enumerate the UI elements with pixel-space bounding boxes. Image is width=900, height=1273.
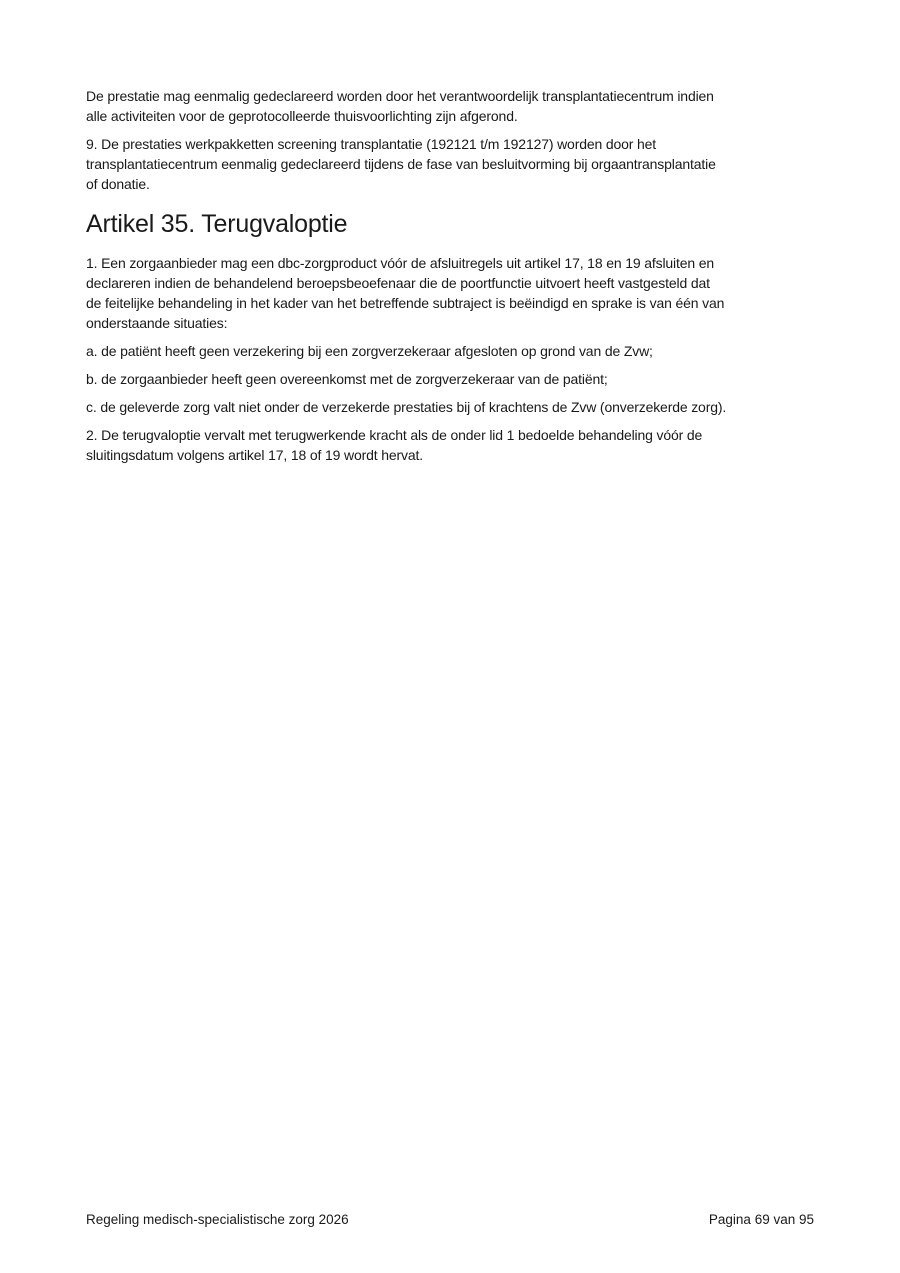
list-item xyxy=(86,369,816,389)
list-item xyxy=(86,397,816,417)
paragraph xyxy=(86,86,816,126)
text-line: a. de patiënt heeft geen verzekering bij een zorgverzekeraar afgesloten op grond van de Zvw; xyxy=(86,343,653,359)
footer-title: Regeling medisch-specialistische zorg 2026 xyxy=(86,1212,349,1227)
page-content xyxy=(86,86,816,473)
text-line: 9. De prestaties werkpakketten screening transplantatie (192121 t/m 192127) worden door het xyxy=(86,136,657,152)
text-line: De prestatie mag eenmalig gedeclareerd worden door het verantwoordelijk transplantatiecentrum indien xyxy=(86,88,714,104)
paragraph xyxy=(86,425,816,465)
paragraph xyxy=(86,253,816,333)
text-line: of donatie. xyxy=(86,176,150,192)
article-heading: Artikel 35. Terugvaloptie xyxy=(86,210,348,238)
text-line: declareren indien de behandelend beroepsbeoefenaar die de poortfunctie uitvoert heeft vastgesteld dat xyxy=(86,275,710,291)
text-line: 1. Een zorgaanbieder mag een dbc-zorgproduct vóór de afsluitregels uit artikel 17, 18 en 19 afsluiten en xyxy=(86,255,715,271)
paragraph xyxy=(86,134,816,194)
page-footer xyxy=(86,1212,814,1227)
list-item xyxy=(86,341,816,361)
text-line: sluitingsdatum volgens artikel 17, 18 of 19 wordt hervat. xyxy=(86,447,423,463)
text-line: de feitelijke behandeling in het kader van het betreffende subtraject is beëindigd en sprake is van één van xyxy=(86,295,725,311)
text-line: 2. De terugvaloptie vervalt met terugwerkende kracht als de onder lid 1 bedoelde behandeling vóór de xyxy=(86,427,703,443)
page-number: Pagina 69 van 95 xyxy=(708,1212,814,1227)
text-line: c. de geleverde zorg valt niet onder de verzekerde prestaties bij of krachtens de Zvw (onverzekerde zorg). xyxy=(86,399,727,415)
text-line: b. de zorgaanbieder heeft geen overeenkomst met de zorgverzekeraar van de patiënt; xyxy=(86,371,608,387)
text-line: onderstaande situaties: xyxy=(86,315,228,331)
text-line: alle activiteiten voor de geprotocolleerde thuisvoorlichting zijn afgerond. xyxy=(86,108,518,124)
text-line: transplantatiecentrum eenmalig gedeclareerd tijdens de fase van besluitvorming bij orgaantransplantatie xyxy=(86,156,716,172)
